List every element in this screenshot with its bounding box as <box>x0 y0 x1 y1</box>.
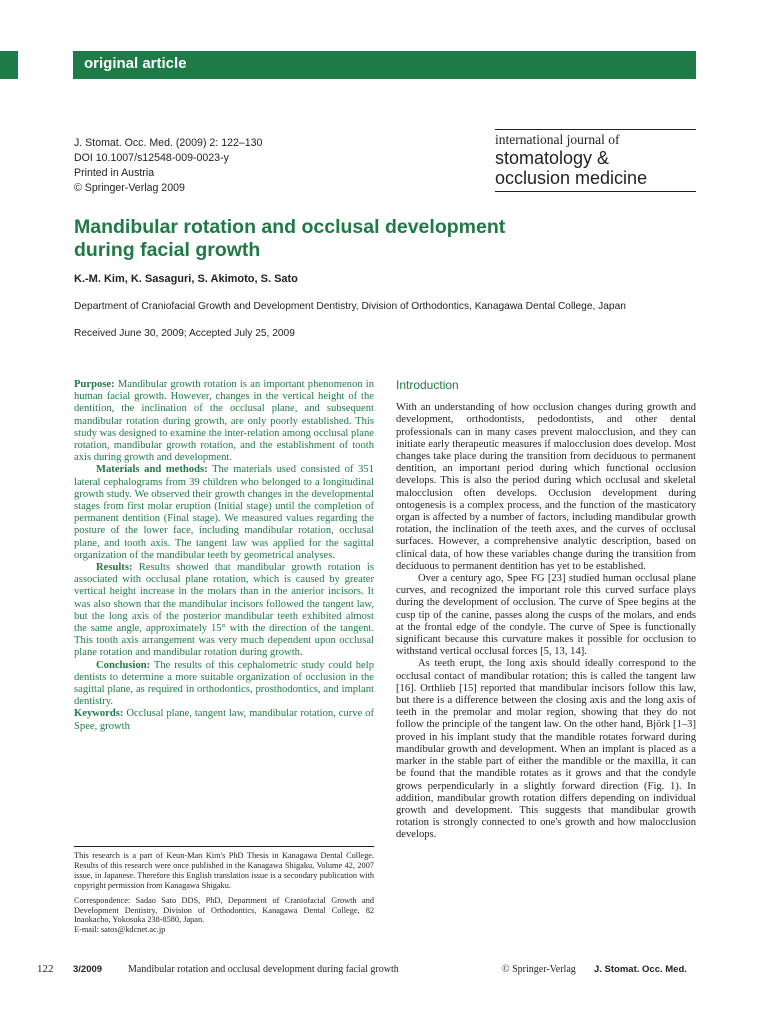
abstract-purpose <box>74 379 374 464</box>
keywords-text: Occlusal plane, tangent law, mandibular rotation, curve of Spee, growth <box>74 708 375 732</box>
correspondence: Correspondence: Sadao Sato DDS, PhD, Department of Craniofacial Growth and Development Dentistry, Division of Orthodontics, Kanagawa Dental College, 82 Inaokacho, Yokosuka 238-8580, Japan. <box>74 895 374 925</box>
conclusion-label: Conclusion: <box>96 659 151 671</box>
journal-logo <box>495 129 696 192</box>
footnotes <box>74 846 374 940</box>
thesis-note: This research is a part of Keun-Man Kim's PhD Thesis in Kanagawa Dental College. Results of this research were once published in the Kanagawa Shigaku, Volume 42, 2007 issue, in Japanese. Therefore this English translation issue is a secondary publication with copyright permission from Kanagawa Shigaku. <box>74 851 374 890</box>
issue-number: 3/2009 <box>73 964 103 975</box>
title-line-2: during facial growth <box>74 239 261 261</box>
authors: K.-M. Kim, K. Sasaguri, S. Akimoto, S. Sato <box>74 273 298 285</box>
intro-paragraph-3: As teeth erupt, the long axis should ideally correspond to the occlusal contact of mandibular rotation; this is called the tangent law [16]. Orthlieb [15] reported that mandibular incisors follow this law, but there is a difference between the closing axis and the long axis of teeth in the premolar and molar region, showing that they do not follow the principle of the tangent law. On the other hand, Björk [1–3] proved in his implant study that the mandible rotates forward during mandibular growth and development. When an implant is placed as a marker in the stable part of either the mandible or the maxilla, it can be found that the mandible rotates as it grows and that the condyle grows perpendicularly in a slightly forward direction (Fig. 1). In addition, mandibular growth rotation differs depending on individual growth and development. This suggests that mandibular growth rotation is strongly connected to one's growth and how malocclusion develops. <box>396 658 696 841</box>
abstract-results <box>74 562 374 660</box>
methods-label: Materials and methods: <box>96 464 208 476</box>
article-title <box>74 216 634 262</box>
banner-side-tab <box>0 51 18 79</box>
affiliation: Department of Craniofacial Growth and Development Dentistry, Division of Orthodontics, Kanagawa Dental College, Japan <box>74 301 626 312</box>
conclusion-text: The results of this cephalometric study could help dentists to determine a more suitable organization of occlusion in the sagittal plane, as required in orthodontics, prosthodontics, and implant dentistry. <box>74 659 374 708</box>
page-footer <box>0 963 768 979</box>
abstract-column <box>74 379 374 733</box>
citation-block <box>74 136 262 196</box>
copyright-notice: © Springer-Verlag 2009 <box>74 182 185 194</box>
results-text: Results showed that mandibular growth rotation is associated with occlusal plane rotation, which is caused by greater vertical height increase in the molars than in the anterior incisors. It was also shown that the mandibular incisors followed the tangent law, but the long axis of the posterior mandibular teeth exhibited almost the same angle, approximately 15° with the direction of the tangent. This tooth axis arrangement was very much dependent upon occlusal plane rotation and mandibular rotation during growth. <box>74 562 374 659</box>
introduction-heading: Introduction <box>396 378 459 392</box>
received-dates: Received June 30, 2009; Accepted July 25, 2009 <box>74 328 295 339</box>
logo-bottom-rule <box>495 191 696 192</box>
results-label: Results: <box>96 562 133 574</box>
title-line-1: Mandibular rotation and occlusal development <box>74 216 506 238</box>
doi[interactable]: DOI 10.1007/s12548-009-0023-y <box>74 152 229 164</box>
abstract-conclusion <box>74 660 374 709</box>
abstract-methods <box>74 464 374 562</box>
journal-short-name: J. Stomat. Occ. Med. <box>594 964 687 975</box>
purpose-label: Purpose: <box>74 379 115 390</box>
purpose-text: Mandibular growth rotation is an important phenomenon in human facial growth. However, changes in the vertical height of the dentition, the inclination of the occlusal plane, and subsequent mandibular rotation during growth, are only poorly established. This study was designed to examine the inter-relation among occlusal plane rotation, mandibular growth rotation, and the establishment of tooth axis during growth and development. <box>74 379 374 464</box>
journal-reference: J. Stomat. Occ. Med. (2009) 2: 122–130 <box>74 137 263 149</box>
publisher: © Springer-Verlag <box>502 964 576 975</box>
article-type-label: original article <box>84 55 187 72</box>
intro-paragraph-1: With an understanding of how occlusion changes during growth and development, orthodontists, pedodontists, and other dental professionals can in many cases prevent malocclusion, and they can initiate early therapeutic measures if malocclusion does develop. Most changes take place during the transition from deciduous to permanent dentition, an important period during which functional occlusion develops. This is also the period during which occlusal and skeletal malocclusion often develops. Occlusion development during ontogenesis is a complex process, and the function of the masticatory organ is affected by a number of factors, including mandibular growth rotation, the inclination of the teeth axes, and the curves of occlusal surfaces. However, a comprehensive analytic description, based on clinical data, of how these variables change during the transition from deciduous to permanent dentition has yet to be established. <box>396 402 696 572</box>
methods-text: The materials used consisted of 351 lateral cephalograms from 39 children who belonged to a longitudinal growth study. We observed their growth changes in the developmental stages from first molar eruption (Initial stage) until the completion of permanent dentition (Final stage). We measured values regarding the posture of the lower face, including mandibular rotation, occlusal plane, and tooth axis. The tangent law was applied for the sagittal organization of the mandibular teeth by geometrical analyses. <box>74 464 374 561</box>
article-type-banner <box>73 51 696 79</box>
intro-paragraph-2: Over a century ago, Spee FG [23] studied human occlusal plane curves, and recognized the important role this curved surface plays during the development of occlusion. The curve of Spee begins at the cusp tip of the canine, passes along the cusps of the molars, and ends at the frontal edge of the condyle. The curve of Spee is functionally significant because this curvature makes it possible for occlusion to withstand vertical occlusal forces [5, 13, 14]. <box>396 573 696 658</box>
page-number: 122 <box>37 963 54 975</box>
logo-line-2: stomatology & <box>495 148 610 168</box>
abstract-keywords <box>74 708 374 732</box>
running-title: Mandibular rotation and occlusal development during facial growth <box>128 964 399 975</box>
logo-top-rule <box>495 129 696 130</box>
logo-line-3: occlusion medicine <box>495 168 648 188</box>
email[interactable]: E-mail: satos@kdcnet.ac.jp <box>74 925 166 935</box>
printed-location: Printed in Austria <box>74 167 155 179</box>
introduction-column <box>396 379 696 842</box>
keywords-label: Keywords: <box>74 708 124 720</box>
logo-line-1: international journal of <box>495 132 620 147</box>
